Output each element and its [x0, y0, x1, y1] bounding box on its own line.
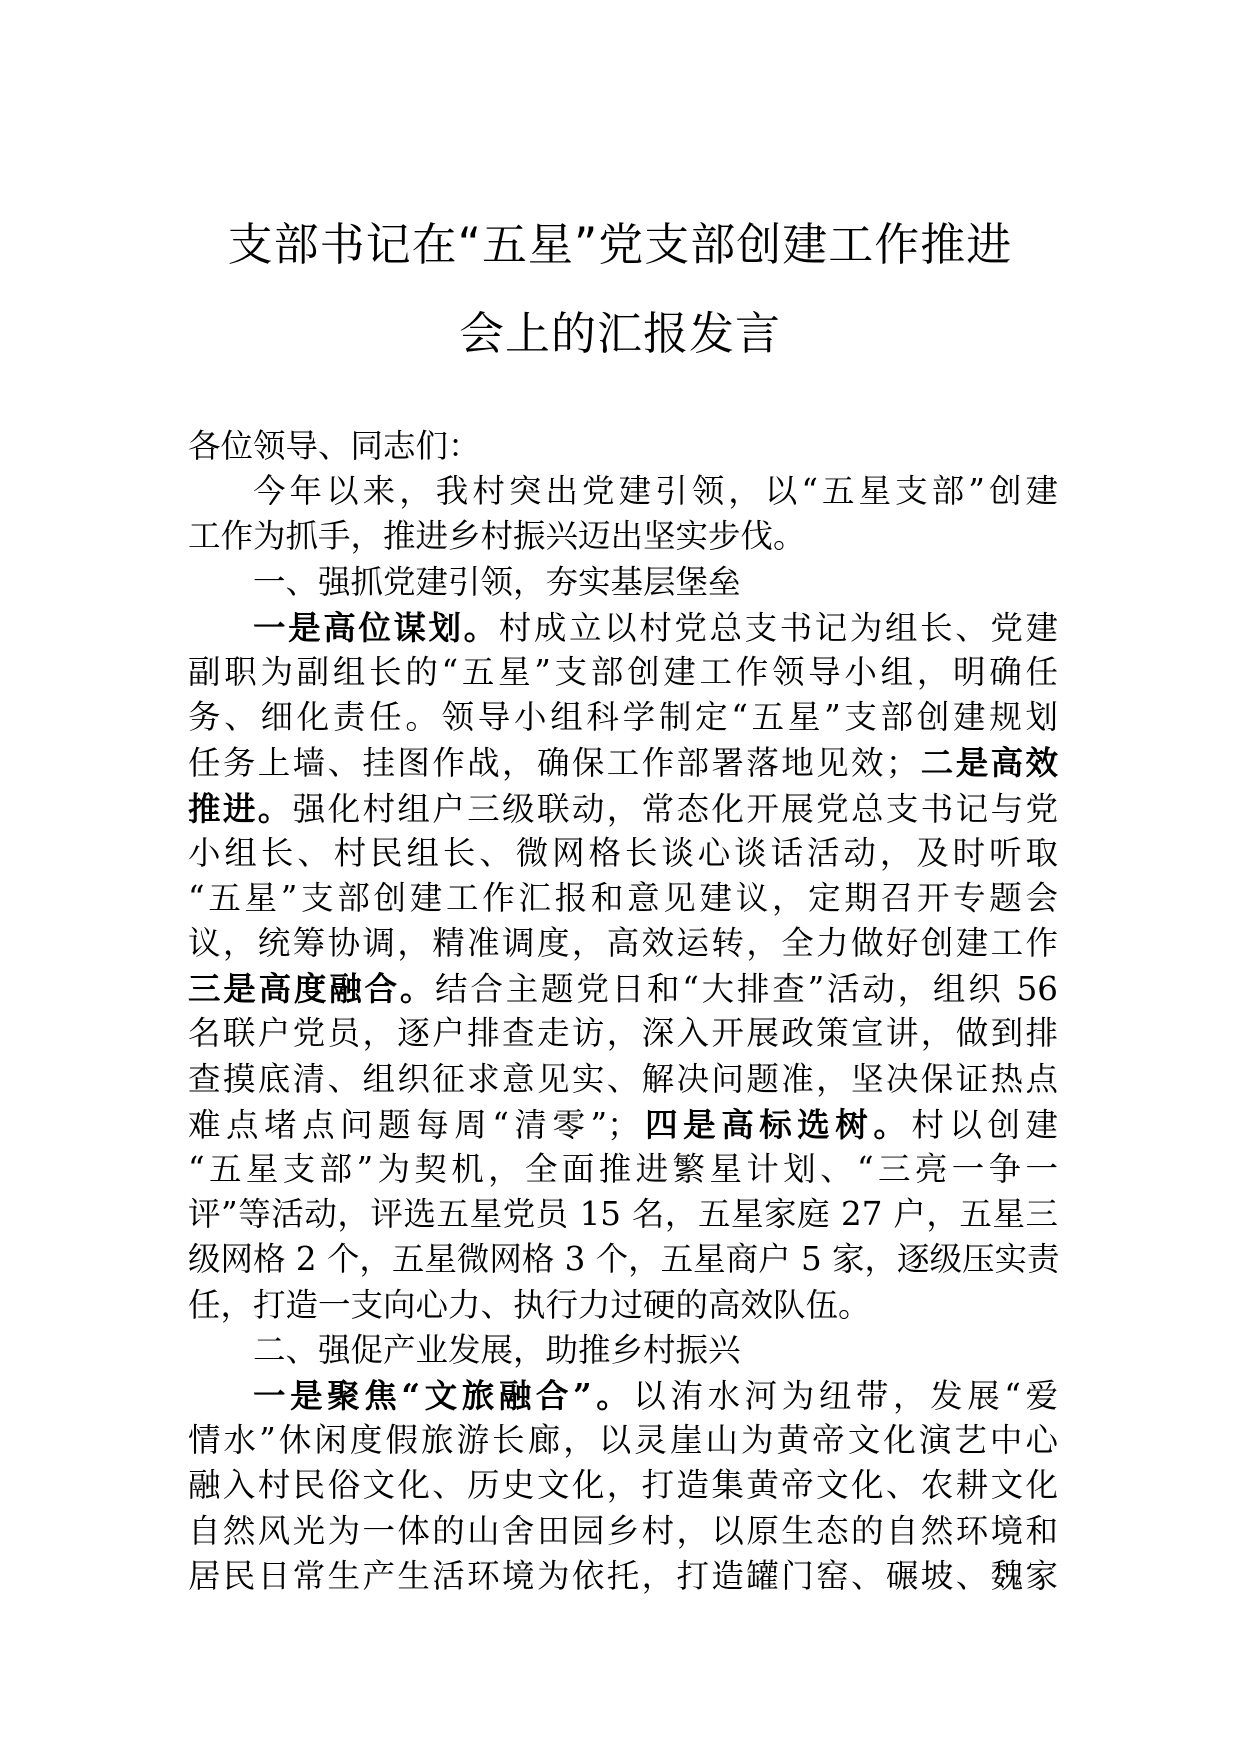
- text-line: [188, 1192, 1058, 1237]
- text-line: [188, 1237, 1058, 1282]
- text-run: 评”等活动，评选五星党员 15 名，五星家庭 27 户，五星三: [188, 1195, 1058, 1234]
- text-run: 工作为抓手，推进乡村振兴迈出坚实步伐。: [188, 517, 806, 556]
- text-line: [188, 786, 1058, 831]
- text-run: 村成立以村党总支书记为组长、党建: [498, 608, 1058, 647]
- text-run: 村以创建: [911, 1105, 1058, 1144]
- text-line: [188, 876, 1058, 921]
- text-run: 自然风光为一体的山舍田园乡村，以原生态的自然环境和: [188, 1511, 1058, 1550]
- text-line: [188, 1418, 1058, 1463]
- bold-text-run: 一是聚焦“文旅融合”。: [253, 1375, 634, 1415]
- text-line: [188, 605, 1058, 650]
- text-line: [188, 1463, 1058, 1508]
- text-line: [188, 740, 1058, 785]
- text-run: 查摸底清、组织征求意见实、解决问题准，坚决保证热点: [188, 1059, 1058, 1098]
- text-line: [188, 1283, 1058, 1328]
- text-line: [188, 695, 1058, 740]
- text-line: [188, 650, 1058, 695]
- text-line: [188, 831, 1058, 876]
- text-line: [188, 424, 1058, 469]
- text-run: 以洧水河为纽带，发展“爱: [633, 1376, 1058, 1415]
- bold-text-run: 三是高度融合。: [188, 969, 436, 1009]
- text-line: [188, 1147, 1058, 1192]
- document-title-line-2: 会上的汇报发言: [458, 307, 781, 360]
- text-line: [188, 1373, 1058, 1418]
- text-run: 一、强抓党建引领，夯实基层堡垒: [253, 562, 741, 601]
- text-run: 议，统筹协调，精准调度，高效运转，全力做好创建工作: [188, 924, 1058, 963]
- text-run: “五星支部”为契机，全面推进繁星计划、“三亮一争一: [188, 1150, 1058, 1188]
- text-run: 难点堵点问题每周“清零”；: [188, 1105, 640, 1144]
- text-line: [188, 1328, 1058, 1373]
- text-line: [188, 1554, 1058, 1599]
- bold-text-run: 四是高标选树。: [639, 1104, 912, 1144]
- text-line: [188, 1509, 1058, 1554]
- text-run: 任，打造一支向心力、执行力过硬的高效队伍。: [188, 1285, 871, 1324]
- document-title-line-1: 支部书记在“五星”党支部创建工作推进: [227, 218, 1013, 271]
- text-run: 情水”休闲度假旅游长廊，以灵崖山为黄帝文化演艺中心: [188, 1421, 1058, 1460]
- text-run: “五星”支部创建工作汇报和意见建议，定期召开专题会: [188, 878, 1058, 917]
- text-run: 小组长、村民组长、微网格长谈心谈话活动，及时听取: [188, 833, 1058, 872]
- text-run: 级网格 2 个，五星微网格 3 个，五星商户 5 家，逐级压实责: [188, 1240, 1060, 1279]
- text-line: [188, 560, 1058, 605]
- text-line: [188, 514, 1058, 559]
- text-run: 名联户党员，逐户排查走访，深入开展政策宣讲，做到排: [188, 1014, 1058, 1053]
- text-run: 任务上墙、挂图作战，确保工作部署落地见效；: [188, 744, 919, 783]
- document-body: [188, 424, 1058, 1599]
- text-run: 二、强促产业发展，助推乡村振兴: [253, 1330, 741, 1369]
- bold-text-run: 一是高位谋划。: [253, 607, 499, 647]
- text-run: 务、细化责任。领导小组科学制定“五星”支部创建规划: [188, 698, 1058, 737]
- text-run: 副职为副组长的“五星”支部创建工作领导小组，明确任: [188, 652, 1058, 691]
- text-run: 居民日常生产生活环境为依托，打造罐门窑、碾坡、魏家: [188, 1556, 1058, 1595]
- text-run: 今年以来，我村突出党建引领，以“五星支部”创建: [253, 472, 1058, 511]
- text-line: [188, 1057, 1058, 1102]
- text-run: 各位领导、同志们：: [188, 427, 481, 465]
- text-line: [188, 966, 1058, 1011]
- text-run: 强化村组户三级联动，常态化开展党总支书记与党: [292, 789, 1058, 828]
- text-line: [188, 469, 1058, 514]
- bold-text-run: 二是高效: [918, 743, 1058, 783]
- text-line: [188, 1011, 1058, 1056]
- text-line: [188, 1102, 1058, 1147]
- bold-text-run: 推进。: [188, 788, 293, 828]
- text-run: 融入村民俗文化、历史文化，打造集黄帝文化、农耕文化: [188, 1466, 1058, 1505]
- text-run: 结合主题党日和“大排查”活动，组织 56: [435, 970, 1058, 1009]
- text-line: [188, 921, 1058, 966]
